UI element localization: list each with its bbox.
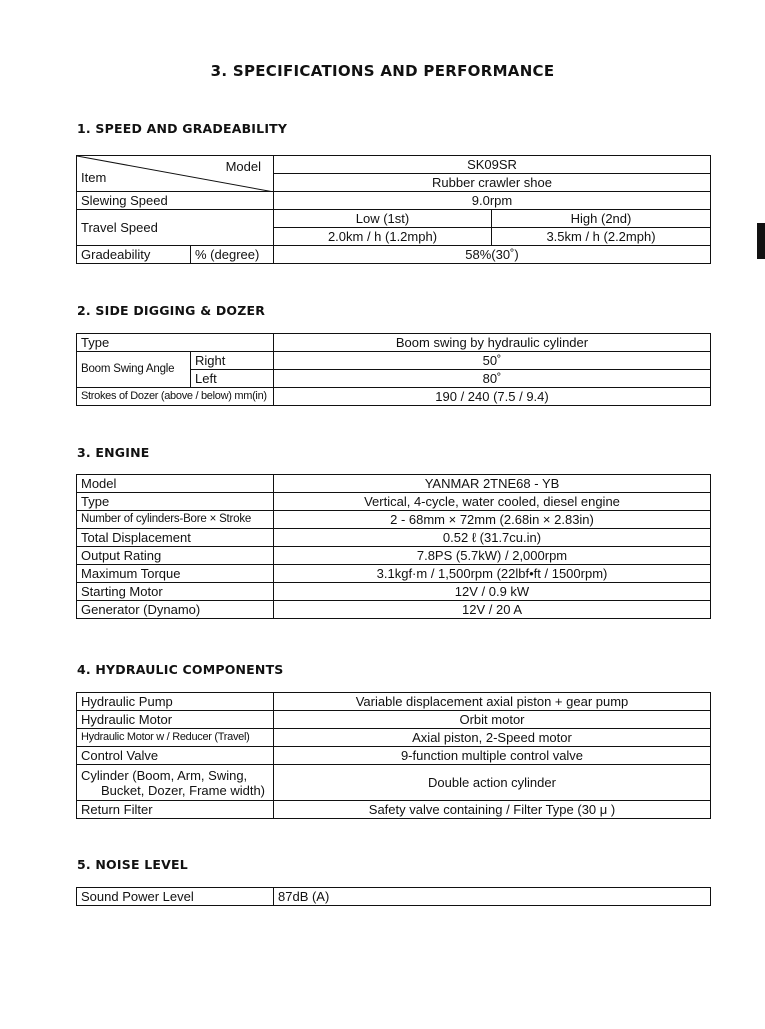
engine-row-label: Generator (Dynamo) [77, 601, 274, 619]
speed-gradeability-table [76, 155, 711, 264]
engine-row-value: 0.52 ℓ (31.7cu.in) [274, 529, 711, 547]
cylinder-label [77, 765, 274, 801]
travel-high-label: High (2nd) [492, 210, 711, 228]
angle-left-value: 80˚ [274, 370, 711, 388]
return-filter-value: Safety valve containing / Filter Type (30 μ ) [274, 801, 711, 819]
hydraulic-row-value: 9-function multiple control valve [274, 747, 711, 765]
angle-right-value: 50˚ [274, 352, 711, 370]
strokes-dozer-label: Strokes of Dozer (above / below) mm(in) [77, 388, 274, 406]
travel-low-value: 2.0km / h (1.2mph) [274, 228, 492, 246]
engine-table [76, 474, 711, 619]
sound-power-value: 87dB (A) [274, 888, 711, 906]
boom-swing-angle-label: Boom Swing Angle [77, 352, 191, 388]
model-item-header-cell [77, 156, 274, 192]
sound-power-label: Sound Power Level [77, 888, 274, 906]
engine-row-value: Vertical, 4-cycle, water cooled, diesel engine [274, 493, 711, 511]
gradeability-value: 58%(30˚) [274, 246, 711, 264]
engine-row-label: Starting Motor [77, 583, 274, 601]
angle-left-label: Left [191, 370, 274, 388]
engine-row-value: 3.1kgf·m / 1,500rpm (22lbf•ft / 1500rpm) [274, 565, 711, 583]
engine-row-label: Maximum Torque [77, 565, 274, 583]
engine-row-label: Number of cylinders-Bore × Stroke [77, 511, 274, 529]
cylinder-label-line1: Cylinder (Boom, Arm, Swing, [81, 767, 248, 783]
noise-table [76, 887, 711, 906]
model-value: SK09SR [274, 156, 711, 174]
section-title-side-digging: 2. SIDE DIGGING & DOZER [77, 303, 266, 318]
cylinder-label-line2: Bucket, Dozer, Frame width) [101, 782, 265, 798]
travel-speed-label: Travel Speed [77, 210, 274, 246]
hydraulic-row-value: Orbit motor [274, 711, 711, 729]
type-value: Boom swing by hydraulic cylinder [274, 334, 711, 352]
slewing-speed-label: Slewing Speed [77, 192, 274, 210]
cylinder-value: Double action cylinder [274, 765, 711, 801]
angle-right-label: Right [191, 352, 274, 370]
page-edge-mark [757, 223, 765, 259]
slewing-speed-value: 9.0rpm [274, 192, 711, 210]
hydraulic-row-value: Axial piston, 2-Speed motor [274, 729, 711, 747]
model-label: Model [225, 159, 261, 174]
section-title-noise: 5. NOISE LEVEL [77, 857, 188, 872]
hydraulic-row-value: Variable displacement axial piston + gear pump [274, 693, 711, 711]
page-title: 3. SPECIFICATIONS AND PERFORMANCE [210, 62, 555, 80]
shoe-value: Rubber crawler shoe [274, 174, 711, 192]
hydraulic-row-label: Hydraulic Motor w / Reducer (Travel) [77, 729, 274, 747]
gradeability-label: Gradeability [77, 246, 191, 264]
engine-row-value: 7.8PS (5.7kW) / 2,000rpm [274, 547, 711, 565]
travel-low-label: Low (1st) [274, 210, 492, 228]
engine-row-label: Output Rating [77, 547, 274, 565]
section-title-hydraulic: 4. HYDRAULIC COMPONENTS [77, 662, 284, 677]
hydraulic-table [76, 692, 711, 819]
strokes-dozer-value: 190 / 240 (7.5 / 9.4) [274, 388, 711, 406]
engine-row-value: 12V / 0.9 kW [274, 583, 711, 601]
section-title-engine: 3. ENGINE [77, 445, 150, 460]
engine-row-label: Model [77, 475, 274, 493]
type-label: Type [77, 334, 274, 352]
gradeability-unit: % (degree) [191, 246, 274, 264]
item-label: Item [81, 170, 107, 185]
engine-row-value: 12V / 20 A [274, 601, 711, 619]
side-digging-table [76, 333, 711, 406]
engine-row-label: Type [77, 493, 274, 511]
engine-row-label: Total Displacement [77, 529, 274, 547]
engine-row-value: YANMAR 2TNE68 - YB [274, 475, 711, 493]
return-filter-label: Return Filter [77, 801, 274, 819]
travel-high-value: 3.5km / h (2.2mph) [492, 228, 711, 246]
engine-row-value: 2 - 68mm × 72mm (2.68in × 2.83in) [274, 511, 711, 529]
section-title-speed: 1. SPEED AND GRADEABILITY [77, 121, 288, 136]
hydraulic-row-label: Hydraulic Motor [77, 711, 274, 729]
hydraulic-row-label: Hydraulic Pump [77, 693, 274, 711]
hydraulic-row-label: Control Valve [77, 747, 274, 765]
